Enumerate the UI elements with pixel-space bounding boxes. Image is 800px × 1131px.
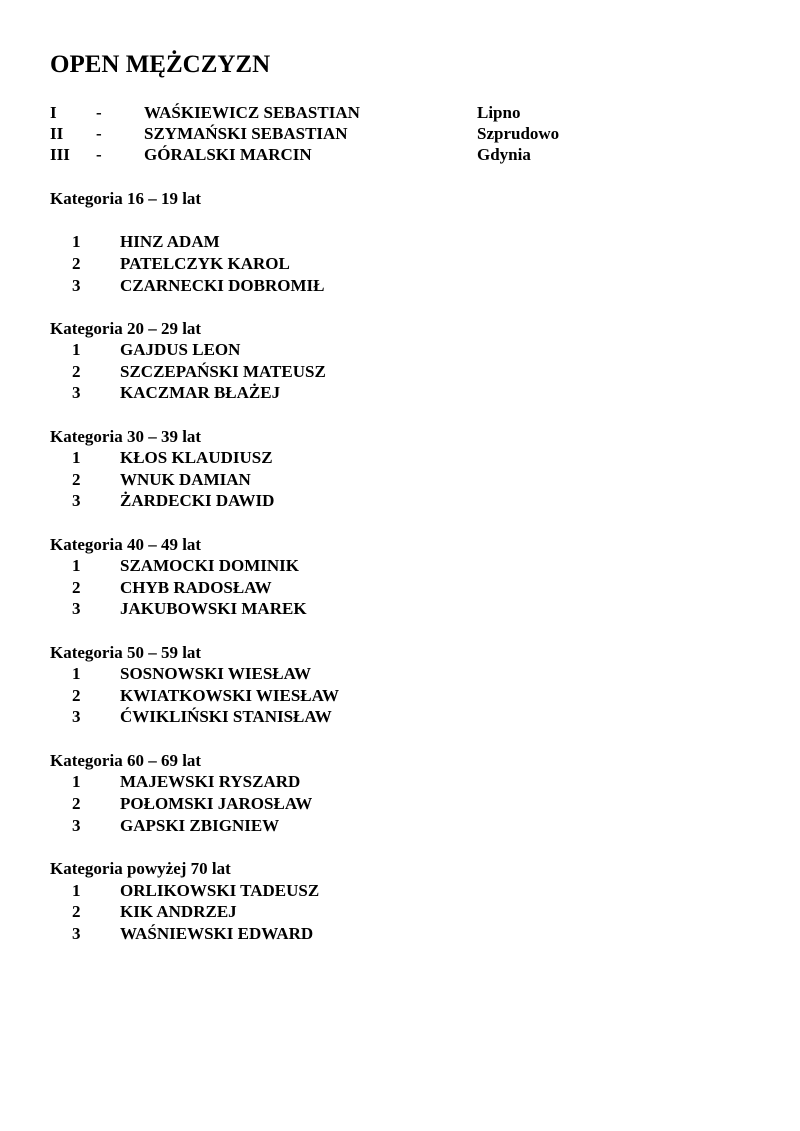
category-heading: Kategoria 20 – 29 lat xyxy=(50,319,202,338)
open-rank: I xyxy=(50,103,57,122)
place-name: ŻARDECKI DAWID xyxy=(120,491,275,510)
open-rank: II xyxy=(50,124,64,143)
category-heading: Kategoria 30 – 39 lat xyxy=(50,427,202,446)
place-name: ĆWIKLIŃSKI STANISŁAW xyxy=(120,707,332,726)
place-name: JAKUBOWSKI MAREK xyxy=(120,599,307,618)
place-number: 3 xyxy=(72,491,81,510)
open-dash: - xyxy=(96,103,102,122)
place-number: 2 xyxy=(72,470,81,489)
open-city: Szprudowo xyxy=(477,124,560,143)
place-name: CZARNECKI DOBROMIŁ xyxy=(120,276,325,295)
place-number: 1 xyxy=(72,881,81,900)
place-number: 2 xyxy=(72,902,81,921)
open-dash: - xyxy=(96,145,102,164)
place-name: ORLIKOWSKI TADEUSZ xyxy=(120,881,320,900)
open-dash: - xyxy=(96,124,102,143)
place-number: 3 xyxy=(72,924,81,943)
place-name: KIK ANDRZEJ xyxy=(120,902,237,921)
place-number: 1 xyxy=(72,232,81,251)
place-name: SOSNOWSKI WIESŁAW xyxy=(120,664,312,683)
place-name: GAPSKI ZBIGNIEW xyxy=(120,816,280,835)
open-rank: III xyxy=(50,145,70,164)
place-name: SZAMOCKI DOMINIK xyxy=(120,556,299,575)
place-number: 1 xyxy=(72,556,81,575)
category-heading: Kategoria 16 – 19 lat xyxy=(50,189,202,208)
place-name: GAJDUS LEON xyxy=(120,340,241,359)
place-number: 2 xyxy=(72,362,81,381)
place-name: SZCZEPAŃSKI MATEUSZ xyxy=(120,362,326,381)
place-number: 1 xyxy=(72,664,81,683)
place-name: KŁOS KLAUDIUSZ xyxy=(120,448,273,467)
place-name: WNUK DAMIAN xyxy=(120,470,251,489)
open-city: Gdynia xyxy=(477,145,531,164)
open-name: WAŚKIEWICZ SEBASTIAN xyxy=(144,103,360,122)
place-number: 2 xyxy=(72,254,81,273)
place-number: 2 xyxy=(72,578,81,597)
place-name: KWIATKOWSKI WIESŁAW xyxy=(120,686,340,705)
place-number: 1 xyxy=(72,772,81,791)
place-number: 3 xyxy=(72,276,81,295)
place-number: 3 xyxy=(72,599,81,618)
place-name: MAJEWSKI RYSZARD xyxy=(120,772,301,791)
open-name: SZYMAŃSKI SEBASTIAN xyxy=(144,124,348,143)
category-heading: Kategoria 60 – 69 lat xyxy=(50,751,202,770)
open-city: Lipno xyxy=(477,103,521,122)
place-number: 2 xyxy=(72,794,81,813)
place-name: CHYB RADOSŁAW xyxy=(120,578,272,597)
place-name: HINZ ADAM xyxy=(120,232,220,251)
open-name: GÓRALSKI MARCIN xyxy=(144,145,312,164)
category-heading: Kategoria 40 – 49 lat xyxy=(50,535,202,554)
place-number: 3 xyxy=(72,816,81,835)
place-number: 1 xyxy=(72,340,81,359)
place-name: POŁOMSKI JAROSŁAW xyxy=(120,794,313,813)
page-title: OPEN MĘŻCZYZN xyxy=(50,51,271,78)
place-number: 2 xyxy=(72,686,81,705)
place-name: KACZMAR BŁAŻEJ xyxy=(120,383,281,402)
place-name: WAŚNIEWSKI EDWARD xyxy=(120,924,314,943)
place-number: 1 xyxy=(72,448,81,467)
place-name: PATELCZYK KAROL xyxy=(120,254,290,273)
place-number: 3 xyxy=(72,707,81,726)
category-heading: Kategoria 50 – 59 lat xyxy=(50,643,202,662)
category-heading: Kategoria powyżej 70 lat xyxy=(50,859,231,878)
place-number: 3 xyxy=(72,383,81,402)
